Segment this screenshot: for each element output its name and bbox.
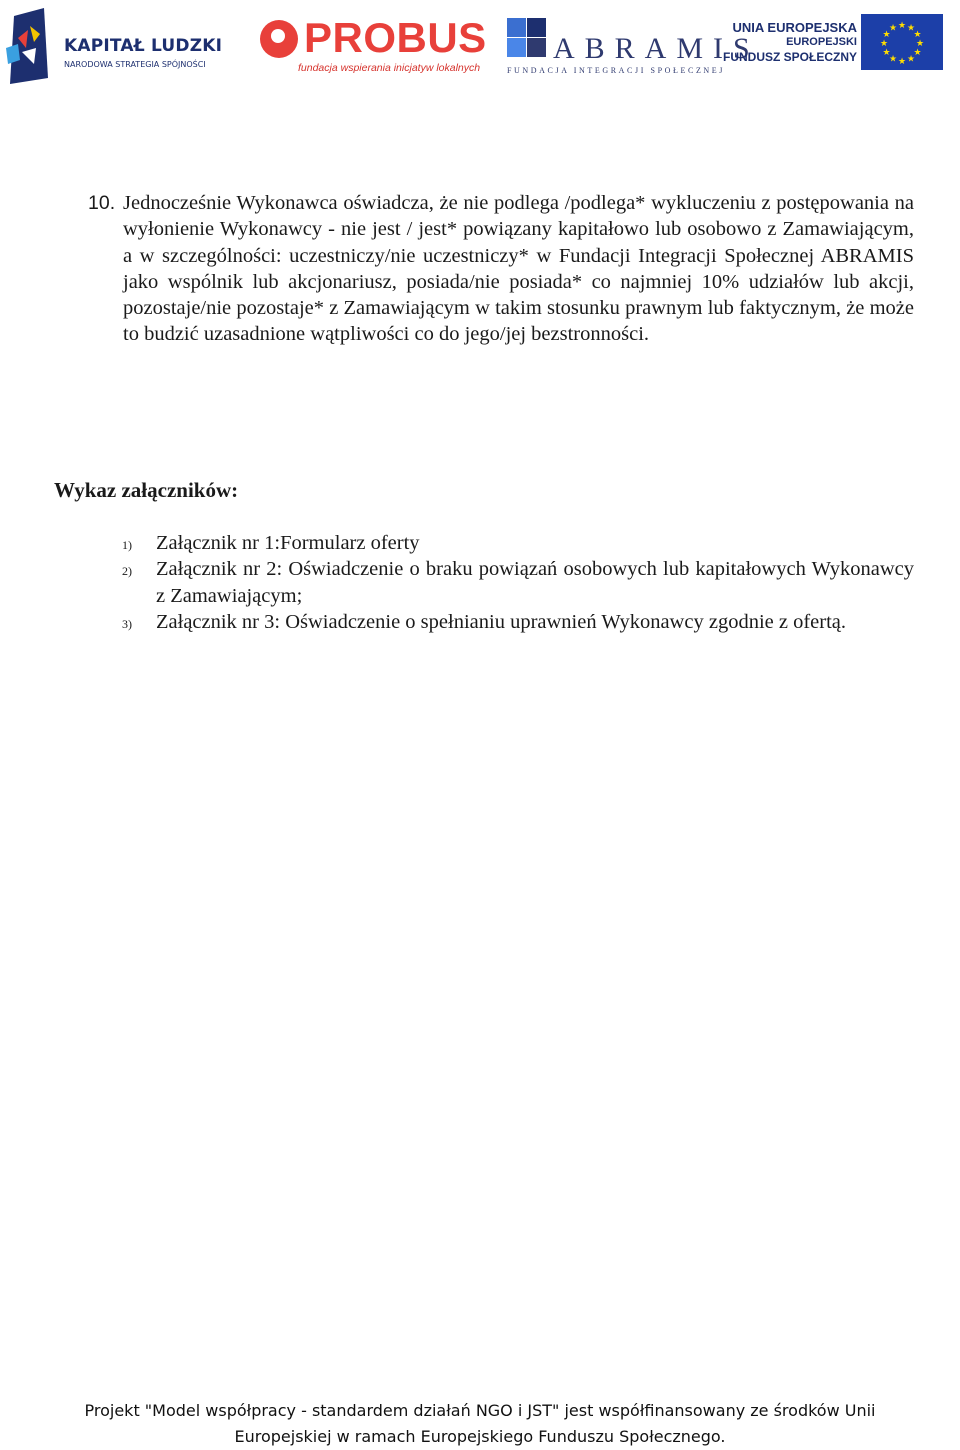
attachments-heading: Wykaz załączników: [54, 478, 239, 502]
probus-emblem-icon [260, 20, 298, 58]
svg-text:★: ★ [888, 23, 898, 34]
kapital-ludzki-logo [4, 8, 229, 84]
kapital-ludzki-emblem-icon [4, 8, 54, 84]
svg-text:★: ★ [879, 39, 889, 49]
footer-line1: Projekt "Model współpracy - standardem działań NGO i JST" jest współfinansowany ze środków Unii [84, 1401, 876, 1420]
svg-text:★: ★ [897, 57, 907, 67]
list-item [122, 530, 914, 556]
probus-tagline: fundacja wspierania inicjatyw lokalnych [298, 62, 481, 74]
list-marker: 3) [122, 616, 132, 631]
list-item [122, 556, 914, 609]
list-marker: 2) [122, 564, 132, 579]
footer-line2: Europejskiej w ramach Europejskiego Funduszu Społecznego. [234, 1427, 726, 1446]
svg-text:★: ★ [882, 48, 891, 58]
probus-logo [258, 14, 487, 82]
section-10-text: Jednocześnie Wykonawca oświadcza, że nie podlega /podlega* wykluczeniu z postępowania na wyłonienie Wykonawcy - nie jest / jest* powiązany kapitałowo lub osobowo z Zamawiającym, a w szczególności: uczestniczy/nie uczestniczy* w Fundacji Integracji Społecznej ABRAMIS jako wspólnik lub akcjonariusz, posiada/nie posiada* co najmniej 10% udziałów lub akcji, pozostaje/nie pozostaje* z Zamawiającym w takim stosunku prawnym lub faktycznym, że może to budzić uzasadnione wątpliwości co do jego/jej bezstronności. [123, 192, 914, 346]
svg-text:★: ★ [882, 30, 891, 40]
list-item-text: Załącznik nr 1:Formularz oferty [156, 532, 420, 554]
list-marker: 1) [122, 538, 132, 552]
attachments-list [122, 530, 914, 635]
eu-logo [722, 14, 947, 74]
svg-text:★: ★ [888, 54, 898, 65]
list-item [122, 609, 914, 635]
abramis-title: ABRAMIS [553, 32, 760, 65]
section-10 [88, 190, 914, 348]
svg-text:★: ★ [913, 48, 922, 58]
eu-line1: UNIA EUROPEJSKA [732, 20, 857, 35]
abramis-square-icon [527, 18, 546, 37]
page-footer [0, 1398, 960, 1450]
list-item-text: Załącznik nr 3: Oświadczenie o spełnianiu uprawnień Wykonawcy zgodnie z ofertą. [156, 610, 847, 633]
section-number: 10. [88, 192, 116, 214]
svg-text:★: ★ [906, 23, 916, 34]
probus-title: PROBUS [304, 14, 487, 61]
list-item-text: Załącznik nr 2: Oświadczenie o braku powiązań osobowych lub kapitałowych Wykonawcy z Zamawiającym; [156, 558, 914, 607]
svg-text:★: ★ [897, 21, 907, 31]
eu-stars-icon [861, 14, 943, 70]
eu-line2: EUROPEJSKI [786, 36, 857, 48]
abramis-square-icon [527, 38, 546, 57]
kapital-ludzki-title: KAPITAŁ LUDZKI [64, 36, 223, 56]
svg-text:★: ★ [906, 54, 916, 65]
kapital-ludzki-subtitle: NARODOWA STRATEGIA SPÓJNOŚCI [64, 60, 206, 69]
abramis-square-icon [507, 38, 526, 57]
abramis-logo [505, 18, 760, 78]
eu-line3: FUNDUSZ SPOŁECZNY [722, 50, 857, 64]
svg-text:★: ★ [915, 39, 925, 49]
abramis-subtitle: FUNDACJA INTEGRACJI SPOŁECZNEJ [507, 66, 726, 75]
abramis-square-icon [507, 18, 526, 37]
svg-text:★: ★ [913, 30, 922, 40]
eu-flag-icon [861, 14, 943, 70]
